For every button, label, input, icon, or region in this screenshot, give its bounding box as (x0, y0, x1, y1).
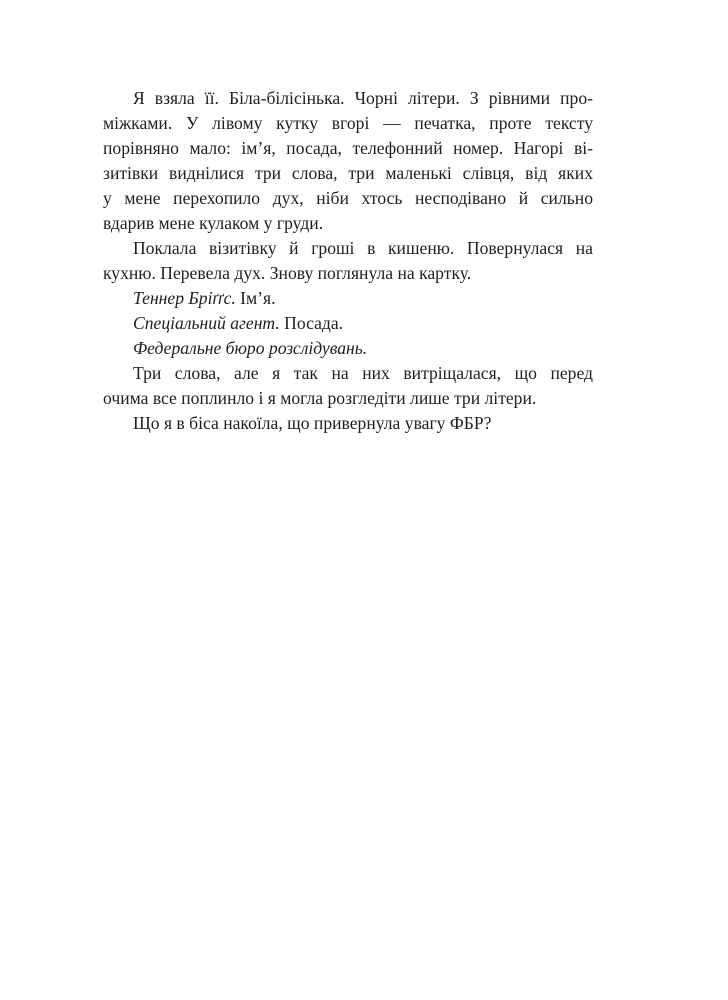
text-line: у мене перехопило дух, ніби хтось несподівано й сильно (103, 188, 593, 208)
text-line (133, 311, 593, 336)
italic-name: Теннер Бріґґс. (133, 288, 236, 308)
text-line: вдарив мене кулаком у груди. (103, 213, 324, 233)
text-line: порівняно мало: ім’я, посада, телефонний номер. Нагорі ві- (103, 138, 593, 158)
text-line: міжками. У лівому кутку вгорі — печатка, проте тексту (103, 113, 593, 133)
label-name: Ім’я. (235, 288, 276, 308)
italic-bureau: Федеральне бюро розслідувань. (133, 338, 368, 358)
text-line: Три слова, але я так на них витріщалася, що перед (133, 363, 593, 383)
paragraph-bureau (133, 336, 593, 361)
text-block (103, 86, 593, 436)
italic-position: Спеціальний агент. (133, 313, 280, 333)
text-line: очима все поплинло і я могла розгледіти лише три літери. (103, 388, 537, 408)
paragraph-1 (103, 86, 593, 236)
text-line: Я взяла її. Біла-білісінька. Чорні літери. З рівними про- (133, 88, 593, 108)
paragraph-7 (133, 411, 593, 436)
paragraph-2 (103, 236, 593, 286)
paragraph-6 (103, 361, 593, 411)
text-line: Що я в біса накоїла, що привернула увагу ФБР? (133, 413, 492, 433)
text-line (133, 286, 593, 311)
label-position: Посада. (279, 313, 344, 333)
text-line: Поклала візитівку й гроші в кишеню. Повернулася на (133, 238, 593, 258)
paragraph-name (133, 286, 593, 311)
text-line: кухню. Перевела дух. Знову поглянула на картку. (103, 263, 472, 283)
text-line: зитівки виднілися три слова, три маленькі слівця, від яких (103, 163, 593, 183)
text-line (133, 336, 593, 361)
paragraph-position (133, 311, 593, 336)
